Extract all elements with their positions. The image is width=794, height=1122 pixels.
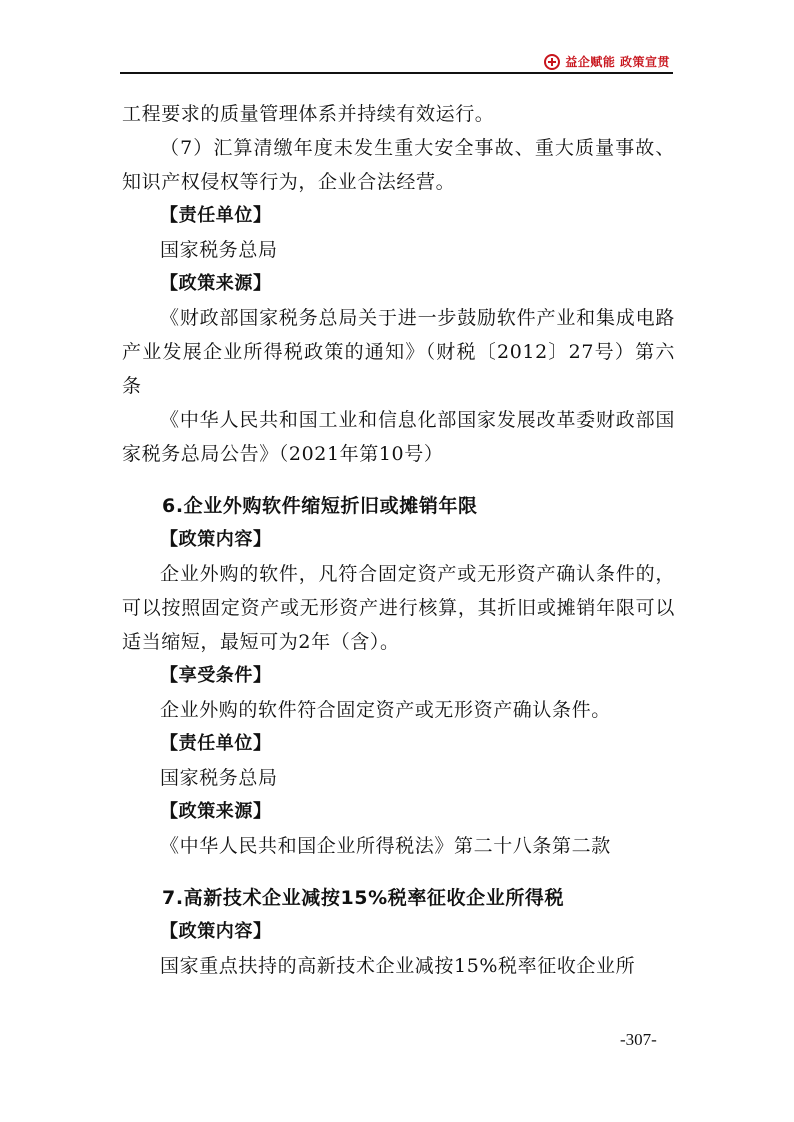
responsible-unit-text: 国家税务总局 <box>160 767 278 789</box>
policy-source-text: 《财政部国家税务总局关于进一步鼓励软件产业和集成电路产业发展企业所得税政策的通知》（财税〔2012〕27号）第六条 <box>122 307 675 397</box>
policy-source-text: 《中华人民共和国企业所得税法》第二十八条第二款 <box>160 835 611 857</box>
brand-text: 益企赋能 政策宣贯 <box>565 55 670 69</box>
section-heading-6: 6.企业外购软件缩短折旧或摊销年限 <box>162 495 478 517</box>
section-tag-responsible-unit: 【责任单位】 <box>160 205 272 226</box>
responsible-unit-text: 国家税务总局 <box>160 239 278 261</box>
eligibility-text: 企业外购的软件符合固定资产或无形资产确认条件。 <box>160 699 611 721</box>
header-brand <box>544 53 670 70</box>
section-tag-eligibility: 【享受条件】 <box>160 665 272 686</box>
section-heading-7: 7.高新技术企业减按15%税率征收企业所得税 <box>162 887 565 909</box>
page-number: -307- <box>620 1030 657 1049</box>
paragraph-condition-7: （7）汇算清缴年度未发生重大安全事故、重大质量事故、知识产权侵权等行为，企业合法经营。 <box>122 137 675 193</box>
header-divider <box>120 72 673 74</box>
section-tag-policy-content: 【政策内容】 <box>160 921 272 942</box>
section-tag-responsible-unit: 【责任单位】 <box>160 733 272 754</box>
policy-content-text: 企业外购的软件，凡符合固定资产或无形资产确认条件的，可以按照固定资产或无形资产进行核算，其折旧或摊销年限可以适当缩短，最短可为2年（含）。 <box>122 563 675 653</box>
section-tag-policy-source: 【政策来源】 <box>160 801 272 822</box>
brand-logo-icon <box>544 54 560 70</box>
policy-source-text: 《中华人民共和国工业和信息化部国家发展改革委财政部国家税务总局公告》（2021年第10号） <box>122 409 675 465</box>
paragraph-continuation: 工程要求的质量管理体系并持续有效运行。 <box>122 103 495 125</box>
section-tag-policy-source: 【政策来源】 <box>160 273 272 294</box>
section-tag-policy-content: 【政策内容】 <box>160 529 272 550</box>
policy-content-text: 国家重点扶持的高新技术企业减按15%税率征收企业所 <box>160 955 636 977</box>
page-body <box>122 97 675 983</box>
